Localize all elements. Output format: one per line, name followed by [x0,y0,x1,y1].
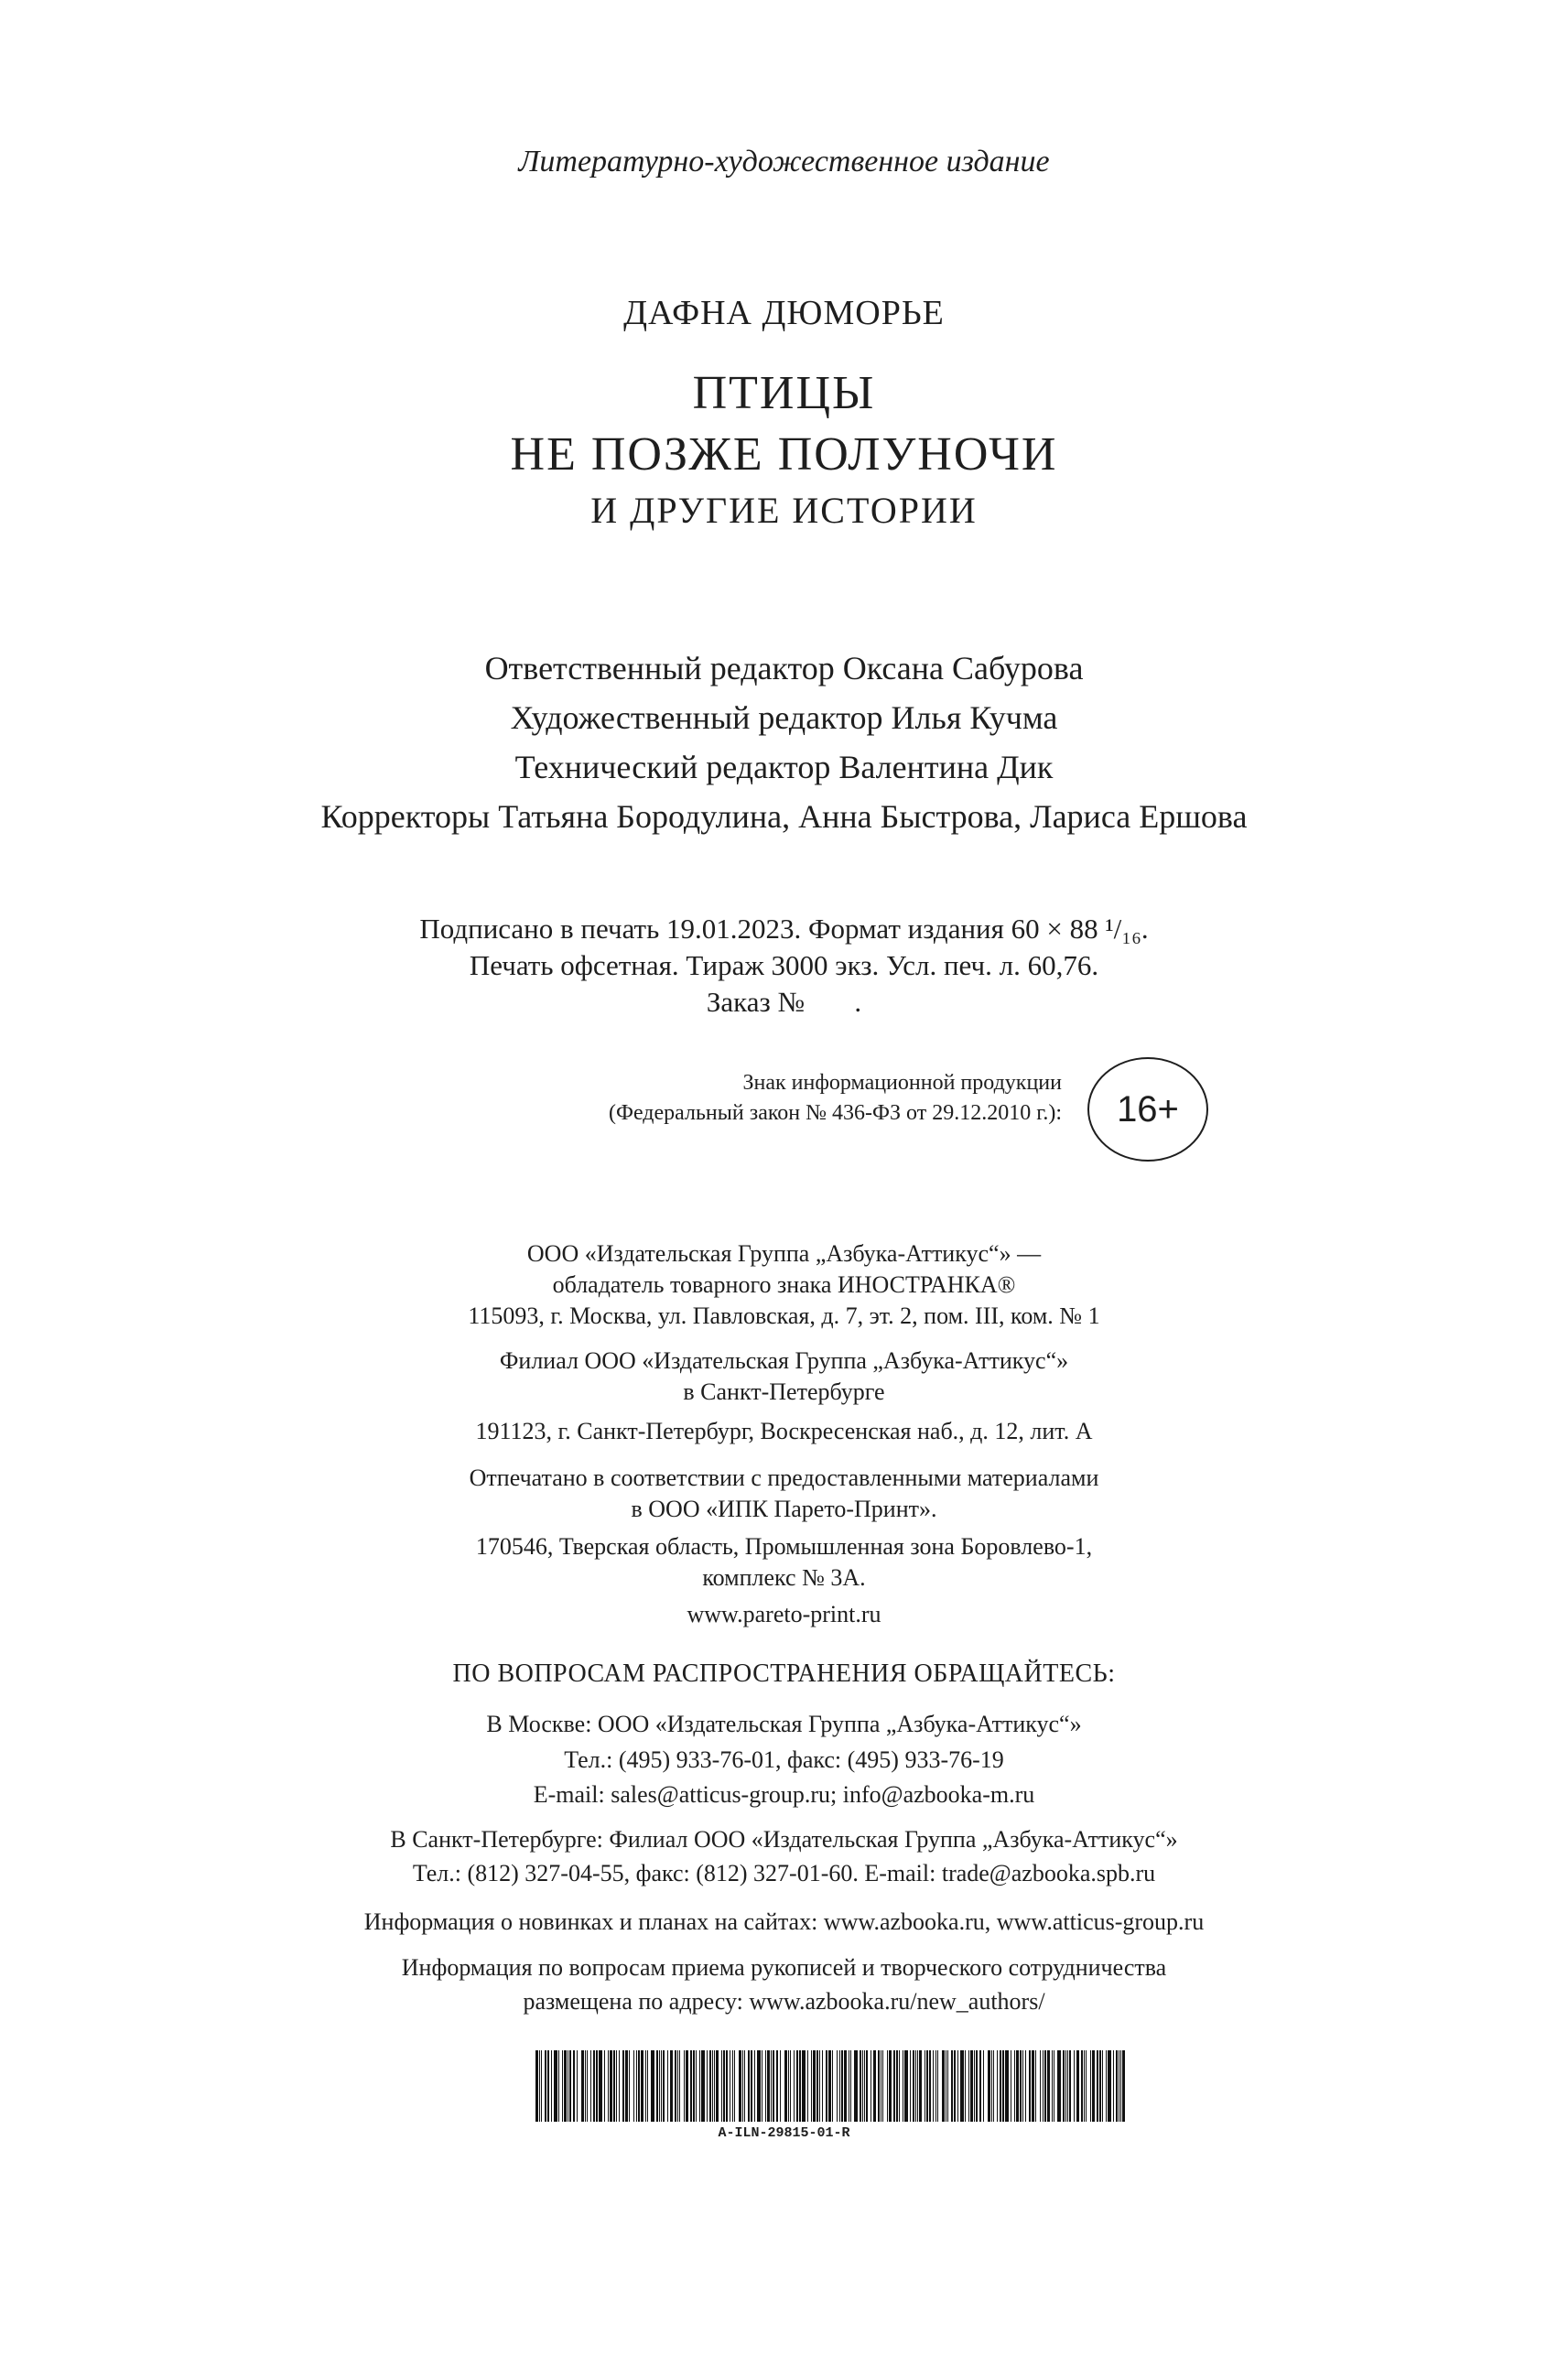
barcode-bar [716,2050,719,2122]
barcode-bar [896,2050,898,2122]
barcode-bar [577,2050,578,2122]
barcode-bar [714,2050,715,2122]
distribution-line: В Санкт-Петербурге: Филиал ООО «Издательская Группа „Азбука-Аттикус“» [390,1826,1178,1853]
barcode-bar [811,2050,812,2122]
distribution-line: Информация о новинках и планах на сайтах: www.azbooka.ru, www.atticus-group.ru [363,1908,1205,1935]
barcode-bar [839,2050,840,2122]
edition-type: Литературно-художественное издание [518,145,1050,178]
barcode-bar [593,2050,595,2122]
barcode-bar [767,2050,770,2122]
barcode-bar [647,2050,648,2122]
barcode-bar [1063,2050,1065,2122]
barcode-bar [547,2050,549,2122]
barcode-bar [739,2050,741,2122]
barcode-bar [889,2050,892,2122]
barcode-bar [659,2050,660,2122]
credit-line: Технический редактор Валентина Дик [514,749,1054,785]
distribution-line: размещена по адресу: www.azbooka.ru/new_authors/ [523,1988,1045,2015]
barcode-bar [1116,2050,1118,2122]
barcode-bar [807,2050,808,2122]
order-number: Заказ № . [706,986,862,1018]
barcode-bar [651,2050,654,2122]
barcode-bar [1076,2050,1079,2122]
barcode-bar [610,2050,612,2122]
barcode-bar [599,2050,602,2122]
barcode-bar [661,2050,662,2122]
barcode-bar [799,2050,801,2122]
barcode-bar [882,2050,883,2122]
barcode-bar [608,2050,609,2122]
barcode-bar [765,2050,766,2122]
printer-line: 170546, Тверская область, Промышленная зона Боровлево-1, [475,1533,1093,1560]
barcode-bar [1052,2050,1053,2122]
age-rating-badge: 16+ [1087,1057,1208,1162]
barcode-bar [917,2050,918,2122]
barcode-bar [993,2050,994,2122]
barcode-bar [1000,2050,1001,2122]
barcode-bar [1025,2050,1026,2122]
barcode-bar [841,2050,843,2122]
barcode-bar [970,2050,973,2122]
barcode-bar [723,2050,725,2122]
barcode-bar [1081,2050,1083,2122]
barcode-bar [562,2050,563,2122]
barcode-bar [1106,2050,1107,2122]
barcode-bar [554,2050,557,2122]
barcode-bar [837,2050,838,2122]
barcode-bar [701,2050,705,2122]
barcode-bar [686,2050,688,2122]
barcode-bar [581,2050,584,2122]
barcode-bar [1108,2050,1111,2122]
credit-line: Корректоры Татьяна Бородулина, Анна Быстрова, Лариса Ершова [320,798,1248,835]
barcode-bar [822,2050,823,2122]
barcode-bar [1086,2050,1087,2122]
barcode-bar [663,2050,665,2122]
barcode-bar [1016,2050,1019,2122]
barcode-bar [997,2050,998,2122]
barcode-bar [619,2050,620,2122]
barcode-bar [1084,2050,1085,2122]
barcode-bar [696,2050,697,2122]
barcode-bar [960,2050,964,2122]
barcode-bar [788,2050,789,2122]
barcode-bar [539,2050,540,2122]
barcode-bar [976,2050,978,2122]
distribution-line: E-mail: sales@atticus-group.ru; info@azbooka-m.ru [533,1781,1035,1808]
barcode-bar [771,2050,772,2122]
barcode-bar [988,2050,990,2122]
barcode-bar [742,2050,743,2122]
barcode-bar [573,2050,575,2122]
credit-line: Художественный редактор Илья Кучма [510,699,1058,736]
barcode-bar [1069,2050,1071,2122]
barcode-bar [942,2050,945,2122]
distribution-line: Тел.: (495) 933-76-01, факс: (495) 933-76-19 [564,1746,1004,1773]
barcode-bar [622,2050,624,2122]
barcode-bar [1040,2050,1041,2122]
barcode-bar [937,2050,938,2122]
distribution-line: Тел.: (812) 327-04-55, факс: (812) 327-01-60. E-mail: trade@azbooka.spb.ru [412,1860,1156,1886]
barcode-bar [625,2050,628,2122]
print-info-line: Печать офсетная. Тираж 3000 экз. Усл. печ. л. 60,76. [469,949,1099,981]
barcode-bar [545,2050,546,2122]
age-rating-label: Знак информационной продукции (Федеральный закон № 436-ФЗ от 29.12.2010 г.): [608,1071,1062,1125]
barcode-bar [564,2050,567,2122]
barcode-bar [873,2050,876,2122]
barcode-bar [862,2050,863,2122]
barcode-bar [794,2050,795,2122]
barcode-bar [596,2050,598,2122]
barcode-bar [1099,2050,1101,2122]
barcode-bar [893,2050,895,2122]
barcode [535,2050,1126,2122]
barcode-bar [690,2050,692,2122]
barcode-bar [957,2050,958,2122]
publisher-line: обладатель товарного знака ИНОСТРАНКА® [552,1271,1016,1298]
barcode-bar [754,2050,755,2122]
barcode-bar [1113,2050,1114,2122]
barcode-bar [1020,2050,1022,2122]
barcode-bar [699,2050,700,2122]
barcode-bar [919,2050,922,2122]
barcode-bar [707,2050,708,2122]
barcode-bar [613,2050,615,2122]
barcode-bar [679,2050,680,2122]
barcode-bar [590,2050,591,2122]
barcode-bar [951,2050,953,2122]
book-title-line1: ПТИЦЫ [692,367,876,419]
book-subtitle: И ДРУГИЕ ИСТОРИИ [590,490,978,531]
barcode-bar [913,2050,914,2122]
barcode-bar [864,2050,865,2122]
barcode-bar [1120,2050,1121,2122]
barcode-bar [721,2050,722,2122]
barcode-bar [773,2050,774,2122]
barcode-bar [850,2050,851,2122]
barcode-bar [638,2050,640,2122]
barcode-bar [709,2050,711,2122]
barcode-bar [933,2050,934,2122]
barcode-bar [904,2050,908,2122]
barcode-bar [1029,2050,1031,2122]
barcode-code: A-ILN-29815-01-R [718,2125,850,2141]
barcode-bar [1032,2050,1034,2122]
publisher-line: ООО «Издательская Группа „Азбука-Аттикус“» — [526,1240,1042,1267]
barcode-bar [1005,2050,1009,2122]
printer-website: www.pareto-print.ru [687,1601,881,1627]
barcode-bar [569,2050,571,2122]
barcode-bar [832,2050,833,2122]
distribution-heading: ПО ВОПРОСАМ РАСПРОСТРАНЕНИЯ ОБРАЩАЙТЕСЬ: [452,1659,1116,1688]
barcode-bar [947,2050,948,2122]
barcode-bar [693,2050,695,2122]
barcode-bar [954,2050,956,2122]
barcode-bar [734,2050,735,2122]
barcode-bar [780,2050,781,2122]
barcode-bar [585,2050,586,2122]
barcode-bar [1097,2050,1098,2122]
barcode-bar [991,2050,992,2122]
publisher-line: в Санкт-Петербурге [683,1378,885,1405]
barcode-bar [712,2050,713,2122]
barcode-bar [629,2050,630,2122]
barcode-bar [910,2050,911,2122]
barcode-bar [1102,2050,1103,2122]
barcode-bar [819,2050,820,2122]
barcode-bar [887,2050,888,2122]
barcode-bar [935,2050,936,2122]
book-title-line2: НЕ ПОЗЖЕ ПОЛУНОЧИ [510,428,1058,481]
barcode-bar [878,2050,880,2122]
barcode-bar [667,2050,668,2122]
barcode-bar [1022,2050,1023,2122]
barcode-bar [974,2050,975,2122]
barcode-bar [899,2050,900,2122]
barcode-bar [1014,2050,1015,2122]
barcode-bar [1092,2050,1095,2122]
barcode-bar [1035,2050,1036,2122]
publisher-line: 191123, г. Санкт-Петербург, Воскресенская наб., д. 12, лит. А [475,1418,1093,1444]
barcode-bar [1057,2050,1061,2122]
distribution-line: В Москве: ООО «Издательская Группа „Азбука-Аттикус“» [486,1711,1082,1737]
barcode-bar [670,2050,673,2122]
barcode-bar [744,2050,745,2122]
barcode-bar [983,2050,984,2122]
barcode-bar [816,2050,818,2122]
printer-line: в ООО «ИПК Парето-Принт». [631,1496,937,1522]
barcode-bar [748,2050,750,2122]
publisher-line: 115093, г. Москва, ул. Павловская, д. 7, эт. 2, пом. III, ком. № 1 [468,1302,1100,1329]
barcode-bar [926,2050,928,2122]
barcode-bar [535,2050,538,2122]
barcode-bar [802,2050,806,2122]
barcode-bar [757,2050,761,2122]
barcode-bar [558,2050,559,2122]
distribution-line: Информация по вопросам приема рукописей и творческого сотрудничества [401,1954,1167,1981]
barcode-bar [979,2050,981,2122]
barcode-bar [828,2050,831,2122]
barcode-bar [968,2050,969,2122]
barcode-bar [1044,2050,1046,2122]
barcode-bar [587,2050,588,2122]
barcode-bar [1090,2050,1091,2122]
barcode-bar [1074,2050,1075,2122]
barcode-bar [790,2050,791,2122]
barcode-bar [784,2050,787,2122]
publisher-line: Филиал ООО «Издательская Группа „Азбука-Аттикус“» [499,1347,1069,1374]
printer-line: Отпечатано в соответствии с предоставленными материалами [469,1465,1099,1491]
barcode-bar [675,2050,676,2122]
barcode-bar [915,2050,916,2122]
barcode-bar [636,2050,637,2122]
barcode-bar [641,2050,643,2122]
barcode-bar [677,2050,678,2122]
print-info-line: Подписано в печать 19.01.2023. Формат издания 60 × 88 ¹/₁₆. [419,913,1149,945]
barcode-bar [633,2050,634,2122]
barcode-bar [645,2050,646,2122]
printer-line: комплекс № 3А. [702,1564,866,1591]
barcode-bar [604,2050,605,2122]
barcode-bar [1067,2050,1068,2122]
barcode-bar [751,2050,752,2122]
barcode-bar [826,2050,827,2122]
credit-line: Ответственный редактор Оксана Сабурова [484,650,1084,686]
barcode-bar [965,2050,966,2122]
barcode-bar [551,2050,552,2122]
barcode-bar [866,2050,868,2122]
barcode-bar [1043,2050,1044,2122]
barcode-bar [684,2050,685,2122]
barcode-bar [1047,2050,1050,2122]
barcode-bar [616,2050,617,2122]
author-name: ДАФНА ДЮМОРЬЕ [623,294,945,332]
barcode-bar [541,2050,542,2122]
barcode-bar [1122,2050,1125,2122]
barcode-bar [854,2050,858,2122]
barcode-bar [813,2050,816,2122]
age-rating-block [467,1057,1227,1158]
barcode-bar [929,2050,931,2122]
barcode-bar [1065,2050,1066,2122]
barcode-bar [726,2050,728,2122]
barcode-bar [1002,2050,1004,2122]
barcode-bar [796,2050,798,2122]
barcode-bar [776,2050,778,2122]
barcode-bar [732,2050,733,2122]
barcode-bar [656,2050,658,2122]
barcode-bar [860,2050,861,2122]
barcode-bar [844,2050,847,2122]
